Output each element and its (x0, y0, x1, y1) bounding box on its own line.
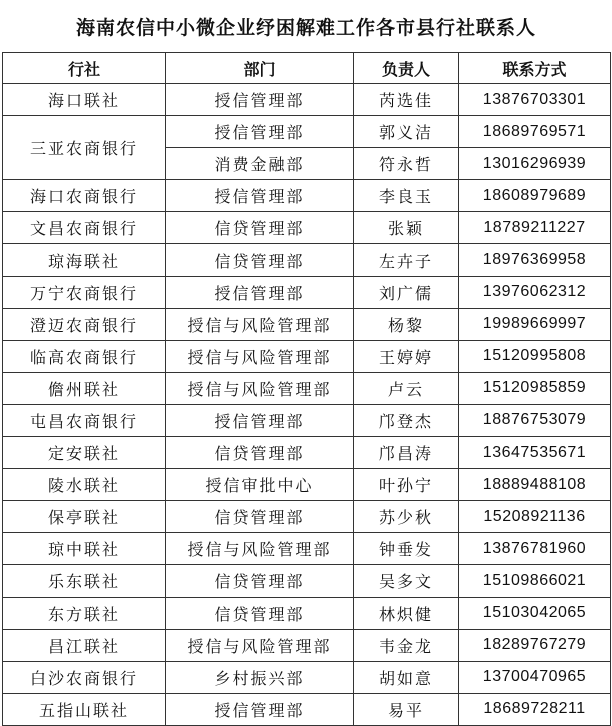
cell-person: 韦金龙 (354, 629, 459, 661)
cell-phone: 18976369958 (459, 244, 611, 276)
cell-branch: 定安联社 (3, 437, 166, 469)
cell-person: 郭义洁 (354, 116, 459, 148)
cell-department: 信贷管理部 (166, 437, 354, 469)
table-row (3, 212, 611, 244)
document-title: 海南农信中小微企业纾困解难工作各市县行社联系人 (75, 16, 536, 39)
cell-branch: 保亭联社 (3, 501, 166, 533)
cell-person: 芮选佳 (354, 84, 459, 116)
table-row (3, 244, 611, 276)
cell-phone: 18689728211 (459, 693, 611, 725)
table-row (3, 437, 611, 469)
cell-department: 授信与风险管理部 (166, 340, 354, 372)
table-row (3, 597, 611, 629)
cell-branch: 文昌农商银行 (3, 212, 166, 244)
cell-phone: 15109866021 (459, 565, 611, 597)
cell-branch: 屯昌农商银行 (3, 404, 166, 436)
cell-person: 易平 (354, 693, 459, 725)
cell-phone: 13647535671 (459, 437, 611, 469)
cell-branch: 陵水联社 (3, 469, 166, 501)
cell-phone: 13700470965 (459, 661, 611, 693)
cell-phone: 18289767279 (459, 629, 611, 661)
cell-person: 叶孙宁 (354, 469, 459, 501)
cell-phone: 18789211227 (459, 212, 611, 244)
table-row (3, 533, 611, 565)
table-row (3, 629, 611, 661)
cell-person: 刘广儒 (354, 276, 459, 308)
cell-phone: 13976062312 (459, 276, 611, 308)
cell-branch: 海口农商银行 (3, 180, 166, 212)
table-body (3, 84, 611, 726)
cell-phone: 13876703301 (459, 84, 611, 116)
cell-department: 授信管理部 (166, 693, 354, 725)
cell-department: 授信与风险管理部 (166, 308, 354, 340)
table-row (3, 276, 611, 308)
cell-person: 张颖 (354, 212, 459, 244)
table-row (3, 501, 611, 533)
cell-branch: 澄迈农商银行 (3, 308, 166, 340)
contacts-table (2, 52, 611, 726)
header-person: 负责人 (354, 53, 459, 84)
cell-phone: 15120995808 (459, 340, 611, 372)
cell-department: 授信审批中心 (166, 469, 354, 501)
table-row (3, 340, 611, 372)
cell-department: 授信管理部 (166, 404, 354, 436)
cell-person: 左卉子 (354, 244, 459, 276)
cell-person: 林炽健 (354, 597, 459, 629)
cell-department: 授信管理部 (166, 180, 354, 212)
cell-person: 卢云 (354, 372, 459, 404)
cell-department: 授信管理部 (166, 276, 354, 308)
cell-branch: 白沙农商银行 (3, 661, 166, 693)
table-row (3, 404, 611, 436)
cell-department: 信贷管理部 (166, 244, 354, 276)
cell-branch: 琼中联社 (3, 533, 166, 565)
cell-phone: 13016296939 (459, 148, 611, 180)
header-branch: 行社 (3, 53, 166, 84)
cell-branch: 琼海联社 (3, 244, 166, 276)
cell-phone: 18689769571 (459, 116, 611, 148)
cell-department: 消费金融部 (166, 148, 354, 180)
cell-department: 授信与风险管理部 (166, 533, 354, 565)
cell-department: 授信管理部 (166, 116, 354, 148)
cell-branch: 临高农商银行 (3, 340, 166, 372)
cell-phone: 15120985859 (459, 372, 611, 404)
cell-person: 吴多文 (354, 565, 459, 597)
table-header-row (3, 53, 611, 84)
header-contact: 联系方式 (459, 53, 611, 84)
table-row (3, 308, 611, 340)
cell-branch: 儋州联社 (3, 372, 166, 404)
cell-person: 苏少秋 (354, 501, 459, 533)
cell-person: 胡如意 (354, 661, 459, 693)
table-row (3, 372, 611, 404)
cell-phone: 19989669997 (459, 308, 611, 340)
cell-phone: 18608979689 (459, 180, 611, 212)
cell-phone: 13876781960 (459, 533, 611, 565)
cell-phone: 15103042065 (459, 597, 611, 629)
table-row (3, 661, 611, 693)
cell-branch: 三亚农商银行 (3, 116, 166, 180)
cell-department: 信贷管理部 (166, 597, 354, 629)
cell-branch: 海口联社 (3, 84, 166, 116)
table-row (3, 565, 611, 597)
cell-person: 邝昌涛 (354, 437, 459, 469)
table-row (3, 84, 611, 116)
cell-department: 授信与风险管理部 (166, 372, 354, 404)
header-department: 部门 (166, 53, 354, 84)
table-row (3, 693, 611, 725)
cell-branch: 五指山联社 (3, 693, 166, 725)
cell-person: 杨黎 (354, 308, 459, 340)
cell-department: 信贷管理部 (166, 501, 354, 533)
cell-person: 符永哲 (354, 148, 459, 180)
cell-branch: 乐东联社 (3, 565, 166, 597)
cell-person: 李良玉 (354, 180, 459, 212)
cell-phone: 18889488108 (459, 469, 611, 501)
table-row (3, 180, 611, 212)
cell-department: 信贷管理部 (166, 565, 354, 597)
cell-phone: 15208921136 (459, 501, 611, 533)
cell-department: 乡村振兴部 (166, 661, 354, 693)
table-row (3, 116, 611, 148)
cell-department: 授信管理部 (166, 84, 354, 116)
cell-department: 授信与风险管理部 (166, 629, 354, 661)
table-row (3, 469, 611, 501)
cell-department: 信贷管理部 (166, 212, 354, 244)
cell-branch: 东方联社 (3, 597, 166, 629)
cell-phone: 18876753079 (459, 404, 611, 436)
cell-branch: 万宁农商银行 (3, 276, 166, 308)
cell-branch: 昌江联社 (3, 629, 166, 661)
cell-person: 王婷婷 (354, 340, 459, 372)
cell-person: 钟垂发 (354, 533, 459, 565)
cell-person: 邝登杰 (354, 404, 459, 436)
